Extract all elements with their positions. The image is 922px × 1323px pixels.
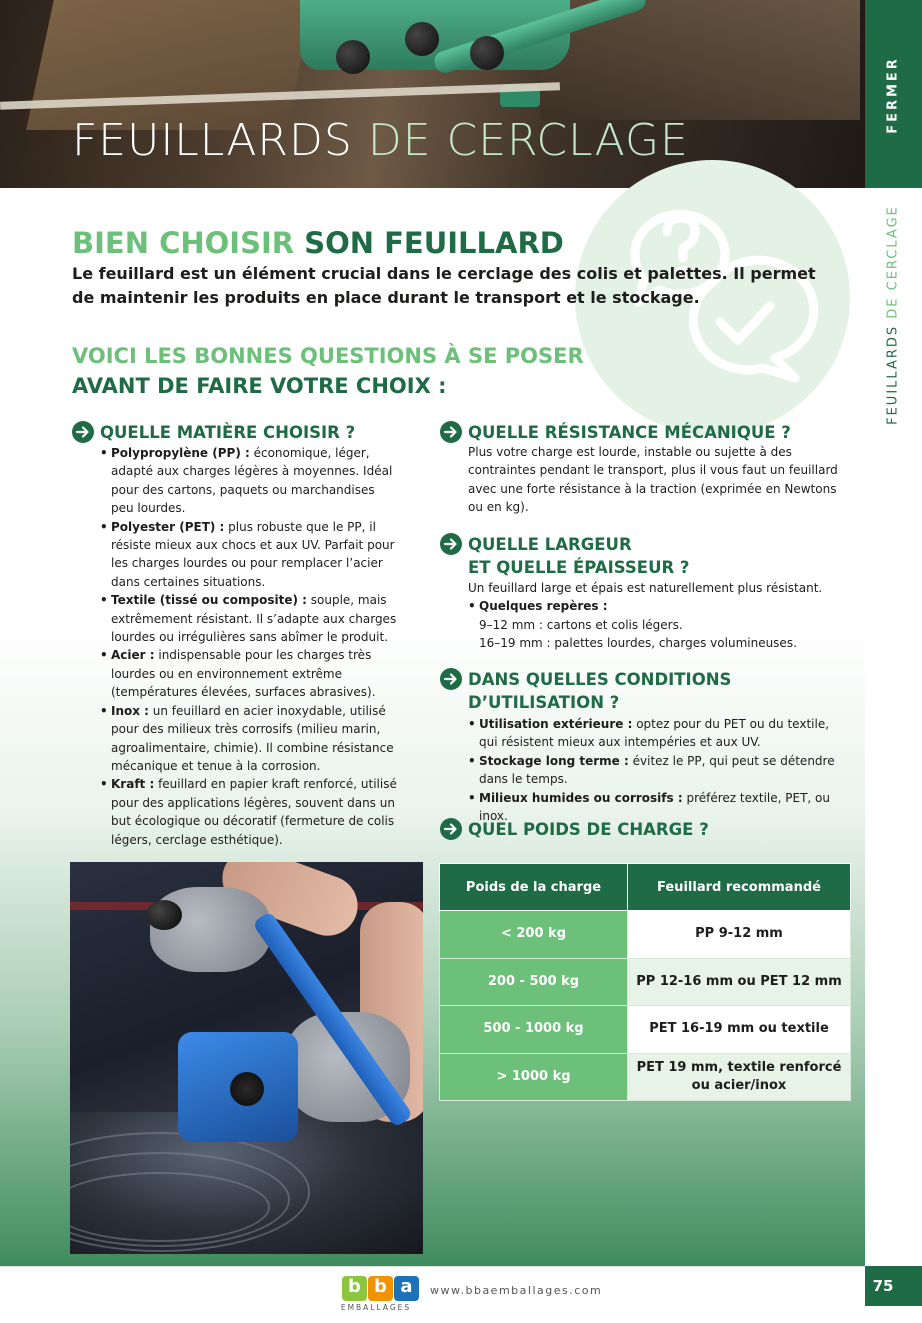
- side-running-title-main: FEUILLARDS: [885, 324, 901, 425]
- hero-photo-knob: [336, 40, 370, 74]
- table-cell-weight: 200 - 500 kg: [440, 958, 628, 1006]
- matiere-list: [100, 444, 400, 849]
- arrow-circle-icon: [72, 421, 94, 443]
- hero-banner: [0, 0, 865, 188]
- list-item-label: Polyester (PET) :: [111, 519, 225, 534]
- page-title-main: FEUILLARDS: [72, 115, 353, 166]
- list-item-text: indispensable pour les charges très lourdes ou en environnement extrême (températures élevées, surfaces abrasives).: [111, 648, 376, 700]
- largeur-title-line2: ET QUELLE ÉPAISSEUR ?: [468, 558, 690, 577]
- table-cell-weight: 500 - 1000 kg: [440, 1006, 628, 1054]
- list-item: • Textile (tissé ou composite) : souple, mais extrêmement résistant. Il s’adapte aux charges lourdes ou irrégulières sans abîmer le produit.: [100, 593, 397, 645]
- largeur-heading: [440, 533, 690, 579]
- list-item-text: préférez textile, PET, ou inox.: [479, 790, 830, 824]
- bba-logo: [332, 1276, 420, 1314]
- logo-subtitle: EMBALLAGES: [340, 1303, 412, 1312]
- section-title-dark: SON FEUILLARD: [304, 226, 564, 260]
- page-number: 75: [872, 1277, 894, 1295]
- largeur-title: [468, 533, 690, 579]
- weight-table: [439, 863, 851, 1101]
- conditions-title-line1: DANS QUELLES CONDITIONS: [468, 670, 732, 689]
- list-item-label: Milieux humides ou corrosifs :: [479, 790, 683, 805]
- table-cell-strap: PP 9-12 mm: [628, 911, 851, 959]
- repere-item: 9–12 mm : cartons et colis légers.: [479, 617, 683, 632]
- list-item-text: évitez le PP, qui peut se détendre dans le temps.: [479, 753, 835, 787]
- largeur-text: [468, 579, 843, 653]
- section-title: [72, 226, 564, 260]
- list-item-label: Utilisation extérieure :: [479, 717, 633, 731]
- website-link[interactable]: www.bbaemballages.com: [430, 1284, 603, 1297]
- list-item-text: optez pour du PET ou du textile, qui résistent mieux aux intempéries et aux UV.: [479, 717, 830, 750]
- conditions-title-line2: D’UTILISATION ?: [468, 693, 620, 712]
- poids-title: QUEL POIDS DE CHARGE ?: [468, 820, 709, 839]
- page-title-accent: DE CERCLAGE: [367, 115, 689, 166]
- table-row: [440, 1053, 851, 1101]
- side-tab-label: FERMER: [885, 56, 901, 134]
- table-cell-weight: < 200 kg: [440, 911, 628, 959]
- conditions-heading: [440, 668, 731, 714]
- conditions-title: [468, 668, 731, 714]
- table-header-row: [440, 864, 851, 911]
- photo-tool-knob-2: [230, 1072, 264, 1106]
- page-title: [72, 115, 689, 166]
- poids-heading: [440, 818, 709, 841]
- footer-divider: [0, 1266, 922, 1267]
- matiere-heading: [72, 421, 355, 444]
- strapping-tool-photo: [70, 862, 423, 1254]
- table-header-weight: Poids de la charge: [440, 864, 628, 911]
- table-cell-strap: PET 19 mm, textile renforcé ou acier/inox: [628, 1053, 851, 1101]
- list-item: • Utilisation extérieure : optez pour du PET ou du textile, qui résistent mieux aux intempéries et aux UV.: [468, 717, 830, 750]
- list-item: • Milieux humides ou corrosifs : préférez textile, PET, ou inox.: [468, 790, 830, 824]
- side-running-title: [886, 205, 901, 425]
- questions-heading-line2: AVANT DE FAIRE VOTRE CHOIX :: [72, 374, 447, 398]
- list-item-text: économique, léger, adapté aux charges légères à moyennes. Idéal pour des cartons, paquets ou marchandises peu lourdes.: [111, 446, 393, 516]
- list-item: • Inox : un feuillard en acier inoxydable, utilisé pour des milieux très corrosifs (milieu marin, agroalimentaire, chimie). Il combine résistance mécanique et tenue à la corrosion.: [100, 703, 394, 773]
- arrow-circle-icon: [440, 533, 462, 555]
- photo-tool-knob: [146, 900, 182, 930]
- table-cell-strap: PET 16-19 mm ou textile: [628, 1006, 851, 1054]
- list-item: • Kraft : feuillard en papier kraft renforcé, utilisé pour des applications légères, souvent dans un but écologique ou décoratif (fermeture de colis légers, cerclage esthétique).: [100, 777, 397, 847]
- list-item-text: un feuillard en acier inoxydable, utilisé pour des milieux très corrosifs (milieu marin, agroalimentaire, chimie). Il combine résistance mécanique et tenue à la corrosion.: [111, 703, 394, 773]
- list-item-text: plus robuste que le PP, il résiste mieux aux chocs et aux UV. Parfait pour les charges lourdes ou pour remplacer l’acier dans certaines situations.: [111, 519, 395, 589]
- section-title-accent: BIEN CHOISIR: [72, 226, 295, 260]
- table-cell-strap: PP 12-16 mm ou PET 12 mm: [628, 958, 851, 1006]
- hero-photo-knob: [470, 36, 504, 70]
- side-running-title-accent: DE CERCLAGE: [885, 205, 901, 319]
- logo-letter-a: a: [394, 1276, 419, 1301]
- matiere-title: QUELLE MATIÈRE CHOISIR ?: [100, 423, 356, 442]
- arrow-circle-icon: [440, 668, 462, 690]
- list-item-label: Kraft :: [111, 777, 155, 792]
- list-item-text: souple, mais extrêmement résistant. Il s’adapte aux charges lourdes ou irrégulières sans abîmer le produit.: [111, 593, 397, 645]
- list-item: • Stockage long terme : évitez le PP, qui peut se détendre dans le temps.: [468, 753, 835, 787]
- questions-heading: [72, 341, 584, 401]
- table-row: [440, 911, 851, 959]
- questions-heading-line1: VOICI LES BONNES QUESTIONS À SE POSER: [72, 344, 584, 368]
- table-cell-weight: > 1000 kg: [440, 1053, 628, 1101]
- list-item: • Polypropylène (PP) : économique, léger, adapté aux charges légères à moyennes. Idéal pour des cartons, paquets ou marchandises peu lourdes.: [100, 446, 393, 516]
- conditions-list: [468, 715, 843, 825]
- logo-letter-b: b: [342, 1276, 367, 1301]
- list-item-text: feuillard en papier kraft renforcé, utilisé pour des applications légères, souvent dans un but écologique ou décoratif (fermeture de colis légers, cerclage esthétique).: [111, 777, 397, 847]
- largeur-intro: Un feuillard large et épais est naturellement plus résistant.: [468, 581, 823, 595]
- arrow-circle-icon: [440, 421, 462, 443]
- list-item-label: Stockage long terme :: [479, 753, 629, 768]
- repere-item: 16–19 mm : palettes lourdes, charges volumineuses.: [479, 636, 797, 651]
- list-item: • Acier : indispensable pour les charges très lourdes ou en environnement extrême (températures élevées, surfaces abrasives).: [100, 648, 376, 700]
- hero-photo-box: [26, 0, 314, 130]
- list-item: • Polyester (PET) : plus robuste que le PP, il résiste mieux aux chocs et aux UV. Parfait pour les charges lourdes ou pour remplacer l’acier dans certaines situations.: [100, 519, 395, 589]
- largeur-title-line1: QUELLE LARGEUR: [468, 535, 632, 554]
- hero-photo-knob: [405, 22, 439, 56]
- list-item-label: Polypropylène (PP) :: [111, 446, 250, 460]
- table-row: [440, 958, 851, 1006]
- list-item-label: Acier :: [111, 648, 155, 663]
- list-item-label: Textile (tissé ou composite) :: [111, 593, 307, 608]
- resistance-title: QUELLE RÉSISTANCE MÉCANIQUE ?: [468, 423, 791, 442]
- table-header-strap: Feuillard recommandé: [628, 864, 851, 911]
- intro-text: Le feuillard est un élément crucial dans le cerclage des colis et palettes. Il permet de maintenir les produits en place durant le transport et le stockage.: [72, 264, 816, 307]
- list-item: • Quelques repères :: [468, 599, 608, 614]
- logo-letter-b: b: [368, 1276, 393, 1301]
- list-item-label: Quelques repères :: [479, 599, 608, 614]
- arrow-circle-icon: [440, 818, 462, 840]
- table-row: [440, 1006, 851, 1054]
- resistance-text: Plus votre charge est lourde, instable ou sujette à des contraintes pendant le transport, plus il vous faut un feuillard avec une forte résistance à la traction (exprimée en Newtons ou en kg).: [468, 445, 838, 515]
- list-item-label: Inox :: [111, 703, 149, 718]
- resistance-heading: [440, 421, 791, 444]
